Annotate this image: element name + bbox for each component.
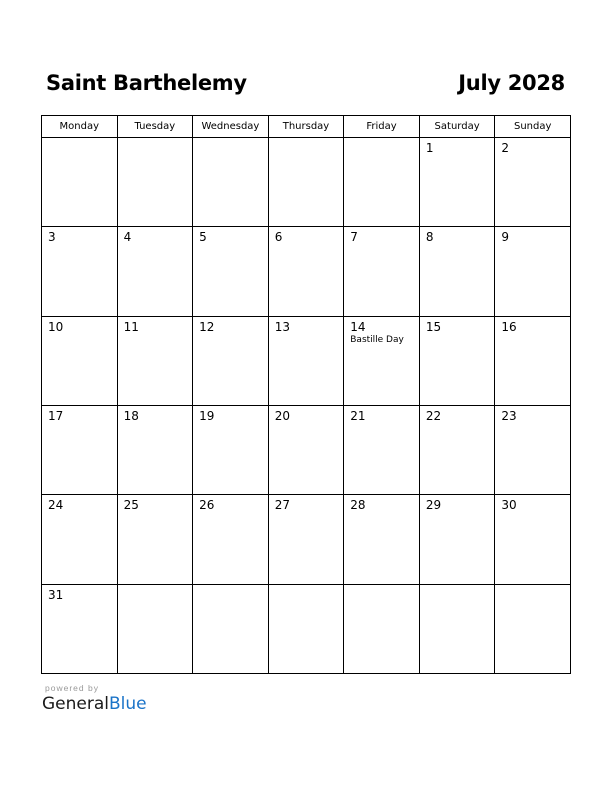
day-number: 26 — [199, 498, 215, 513]
calendar-day-cell — [344, 138, 420, 227]
brand-blue-text: Blue — [109, 694, 147, 714]
day-cell-content — [193, 406, 268, 494]
day-cell-content — [118, 406, 193, 494]
day-cell-content — [344, 406, 419, 494]
calendar-day-cell — [419, 405, 495, 494]
day-cell-content — [269, 317, 344, 405]
calendar-day-cell — [419, 227, 495, 316]
day-number: 16 — [501, 319, 517, 334]
calendar-month-title: July 2028 — [458, 71, 565, 95]
weekday-header-row — [42, 116, 571, 138]
day-cell-content — [118, 317, 193, 405]
calendar-day-cell — [495, 495, 571, 584]
day-cell-content — [269, 406, 344, 494]
calendar-day-cell — [495, 227, 571, 316]
day-number: 1 — [425, 141, 434, 155]
day-cell-content — [495, 138, 570, 226]
day-number: 13 — [274, 319, 290, 334]
weekday-header-thursday: Thursday — [268, 116, 344, 138]
calendar-day-cell — [117, 138, 193, 227]
calendar-day-cell — [117, 227, 193, 316]
weekday-header-friday: Friday — [344, 116, 420, 138]
calendar-day-cell — [344, 227, 420, 316]
day-cell-content — [42, 317, 117, 405]
day-number: 10 — [48, 319, 64, 334]
day-cell-content — [495, 227, 570, 315]
calendar-week-row — [42, 227, 571, 316]
day-number: 9 — [501, 230, 510, 245]
day-cell-content — [344, 317, 419, 405]
calendar-day-cell — [117, 405, 193, 494]
calendar-day-cell — [193, 405, 269, 494]
calendar-day-cell — [117, 584, 193, 673]
day-number: 7 — [350, 230, 358, 245]
day-number: 14 — [350, 319, 366, 334]
weekday-header-tuesday: Tuesday — [117, 116, 193, 138]
day-number: 28 — [350, 498, 366, 513]
day-cell-content — [344, 495, 419, 583]
day-cell-content — [495, 317, 570, 405]
brand-general-text: General — [42, 694, 109, 714]
calendar-day-cell — [419, 316, 495, 405]
calendar-week-row — [42, 495, 571, 584]
holiday-label: Bastille Day — [350, 334, 404, 345]
day-cell-content — [420, 495, 495, 583]
day-number: 2 — [501, 141, 510, 155]
calendar-day-cell — [268, 138, 344, 227]
weekday-header-sunday: Sunday — [495, 116, 571, 138]
calendar-day-cell — [42, 405, 118, 494]
calendar-day-cell — [344, 495, 420, 584]
calendar-day-cell — [42, 138, 118, 227]
day-number: 5 — [199, 230, 207, 245]
day-number: 24 — [48, 498, 64, 513]
day-cell-content — [118, 138, 193, 226]
calendar-day-cell — [117, 495, 193, 584]
day-cell-content — [344, 138, 419, 226]
calendar-day-cell — [495, 405, 571, 494]
day-cell-content — [193, 495, 268, 583]
day-cell-content — [420, 227, 495, 315]
weekday-header-wednesday: Wednesday — [193, 116, 269, 138]
day-cell-content — [269, 495, 344, 583]
day-cell-content — [193, 138, 268, 226]
day-number: 22 — [425, 408, 442, 423]
day-cell-content — [420, 585, 495, 673]
calendar-day-cell — [495, 584, 571, 673]
day-cell-content — [420, 317, 495, 405]
day-cell-content — [420, 406, 495, 494]
day-number: 20 — [274, 408, 290, 423]
day-number: 3 — [48, 230, 56, 245]
powered-by-label: powered by — [45, 683, 99, 693]
calendar-day-cell — [193, 495, 269, 584]
day-cell-content — [420, 138, 495, 226]
day-number: 15 — [425, 319, 442, 334]
day-cell-content — [193, 227, 268, 315]
day-number: 8 — [425, 230, 434, 245]
day-number: 25 — [123, 498, 139, 513]
calendar-day-cell — [193, 316, 269, 405]
day-cell-content — [42, 138, 117, 226]
day-number: 4 — [123, 230, 132, 245]
day-number: 31 — [48, 587, 64, 602]
calendar-day-cell — [344, 584, 420, 673]
calendar-day-cell — [419, 495, 495, 584]
day-cell-content — [118, 227, 193, 315]
calendar-day-cell — [495, 138, 571, 227]
day-cell-content — [269, 585, 344, 673]
calendar-day-cell — [268, 227, 344, 316]
day-cell-content — [42, 227, 117, 315]
calendar-day-cell — [117, 316, 193, 405]
calendar-day-cell — [42, 227, 118, 316]
calendar-day-cell — [268, 405, 344, 494]
calendar-day-cell — [344, 316, 420, 405]
calendar-day-cell — [42, 495, 118, 584]
day-cell-content — [193, 317, 268, 405]
calendar-week-row — [42, 584, 571, 673]
calendar-day-cell — [268, 584, 344, 673]
calendar-week-row — [42, 138, 571, 227]
calendar-day-cell — [193, 584, 269, 673]
calendar-week-row — [42, 316, 571, 405]
day-number: 11 — [123, 319, 139, 334]
day-cell-content — [42, 495, 117, 583]
day-number: 23 — [501, 408, 517, 423]
calendar-grid — [41, 115, 571, 674]
day-number: 30 — [501, 498, 517, 513]
calendar-day-cell — [419, 584, 495, 673]
day-number: 19 — [199, 408, 215, 423]
calendar-day-cell — [419, 138, 495, 227]
day-cell-content — [344, 585, 419, 673]
calendar-day-cell — [193, 227, 269, 316]
day-number: 18 — [123, 408, 139, 423]
day-cell-content — [118, 585, 193, 673]
calendar-week-row — [42, 405, 571, 494]
calendar-day-cell — [268, 495, 344, 584]
day-number: 27 — [274, 498, 290, 513]
generalblue-logo — [42, 694, 147, 714]
day-cell-content — [42, 406, 117, 494]
calendar-day-cell — [495, 316, 571, 405]
day-number: 12 — [199, 319, 215, 334]
weekday-header-saturday: Saturday — [419, 116, 495, 138]
weekday-header-monday: Monday — [42, 116, 118, 138]
day-cell-content — [495, 495, 570, 583]
day-number: 29 — [425, 498, 442, 513]
calendar-day-cell — [268, 316, 344, 405]
calendar-day-cell — [42, 316, 118, 405]
calendar-country-title: Saint Barthelemy — [46, 71, 247, 95]
day-cell-content — [118, 495, 193, 583]
day-cell-content — [269, 138, 344, 226]
day-cell-content — [193, 585, 268, 673]
day-cell-content — [269, 227, 344, 315]
calendar-day-cell — [193, 138, 269, 227]
day-cell-content — [495, 406, 570, 494]
day-cell-content — [344, 227, 419, 315]
day-number: 17 — [48, 408, 64, 423]
calendar-day-cell — [344, 405, 420, 494]
day-number: 21 — [350, 408, 366, 423]
day-cell-content — [495, 585, 570, 673]
calendar-day-cell — [42, 584, 118, 673]
day-cell-content — [42, 585, 117, 673]
day-number: 6 — [274, 230, 283, 245]
